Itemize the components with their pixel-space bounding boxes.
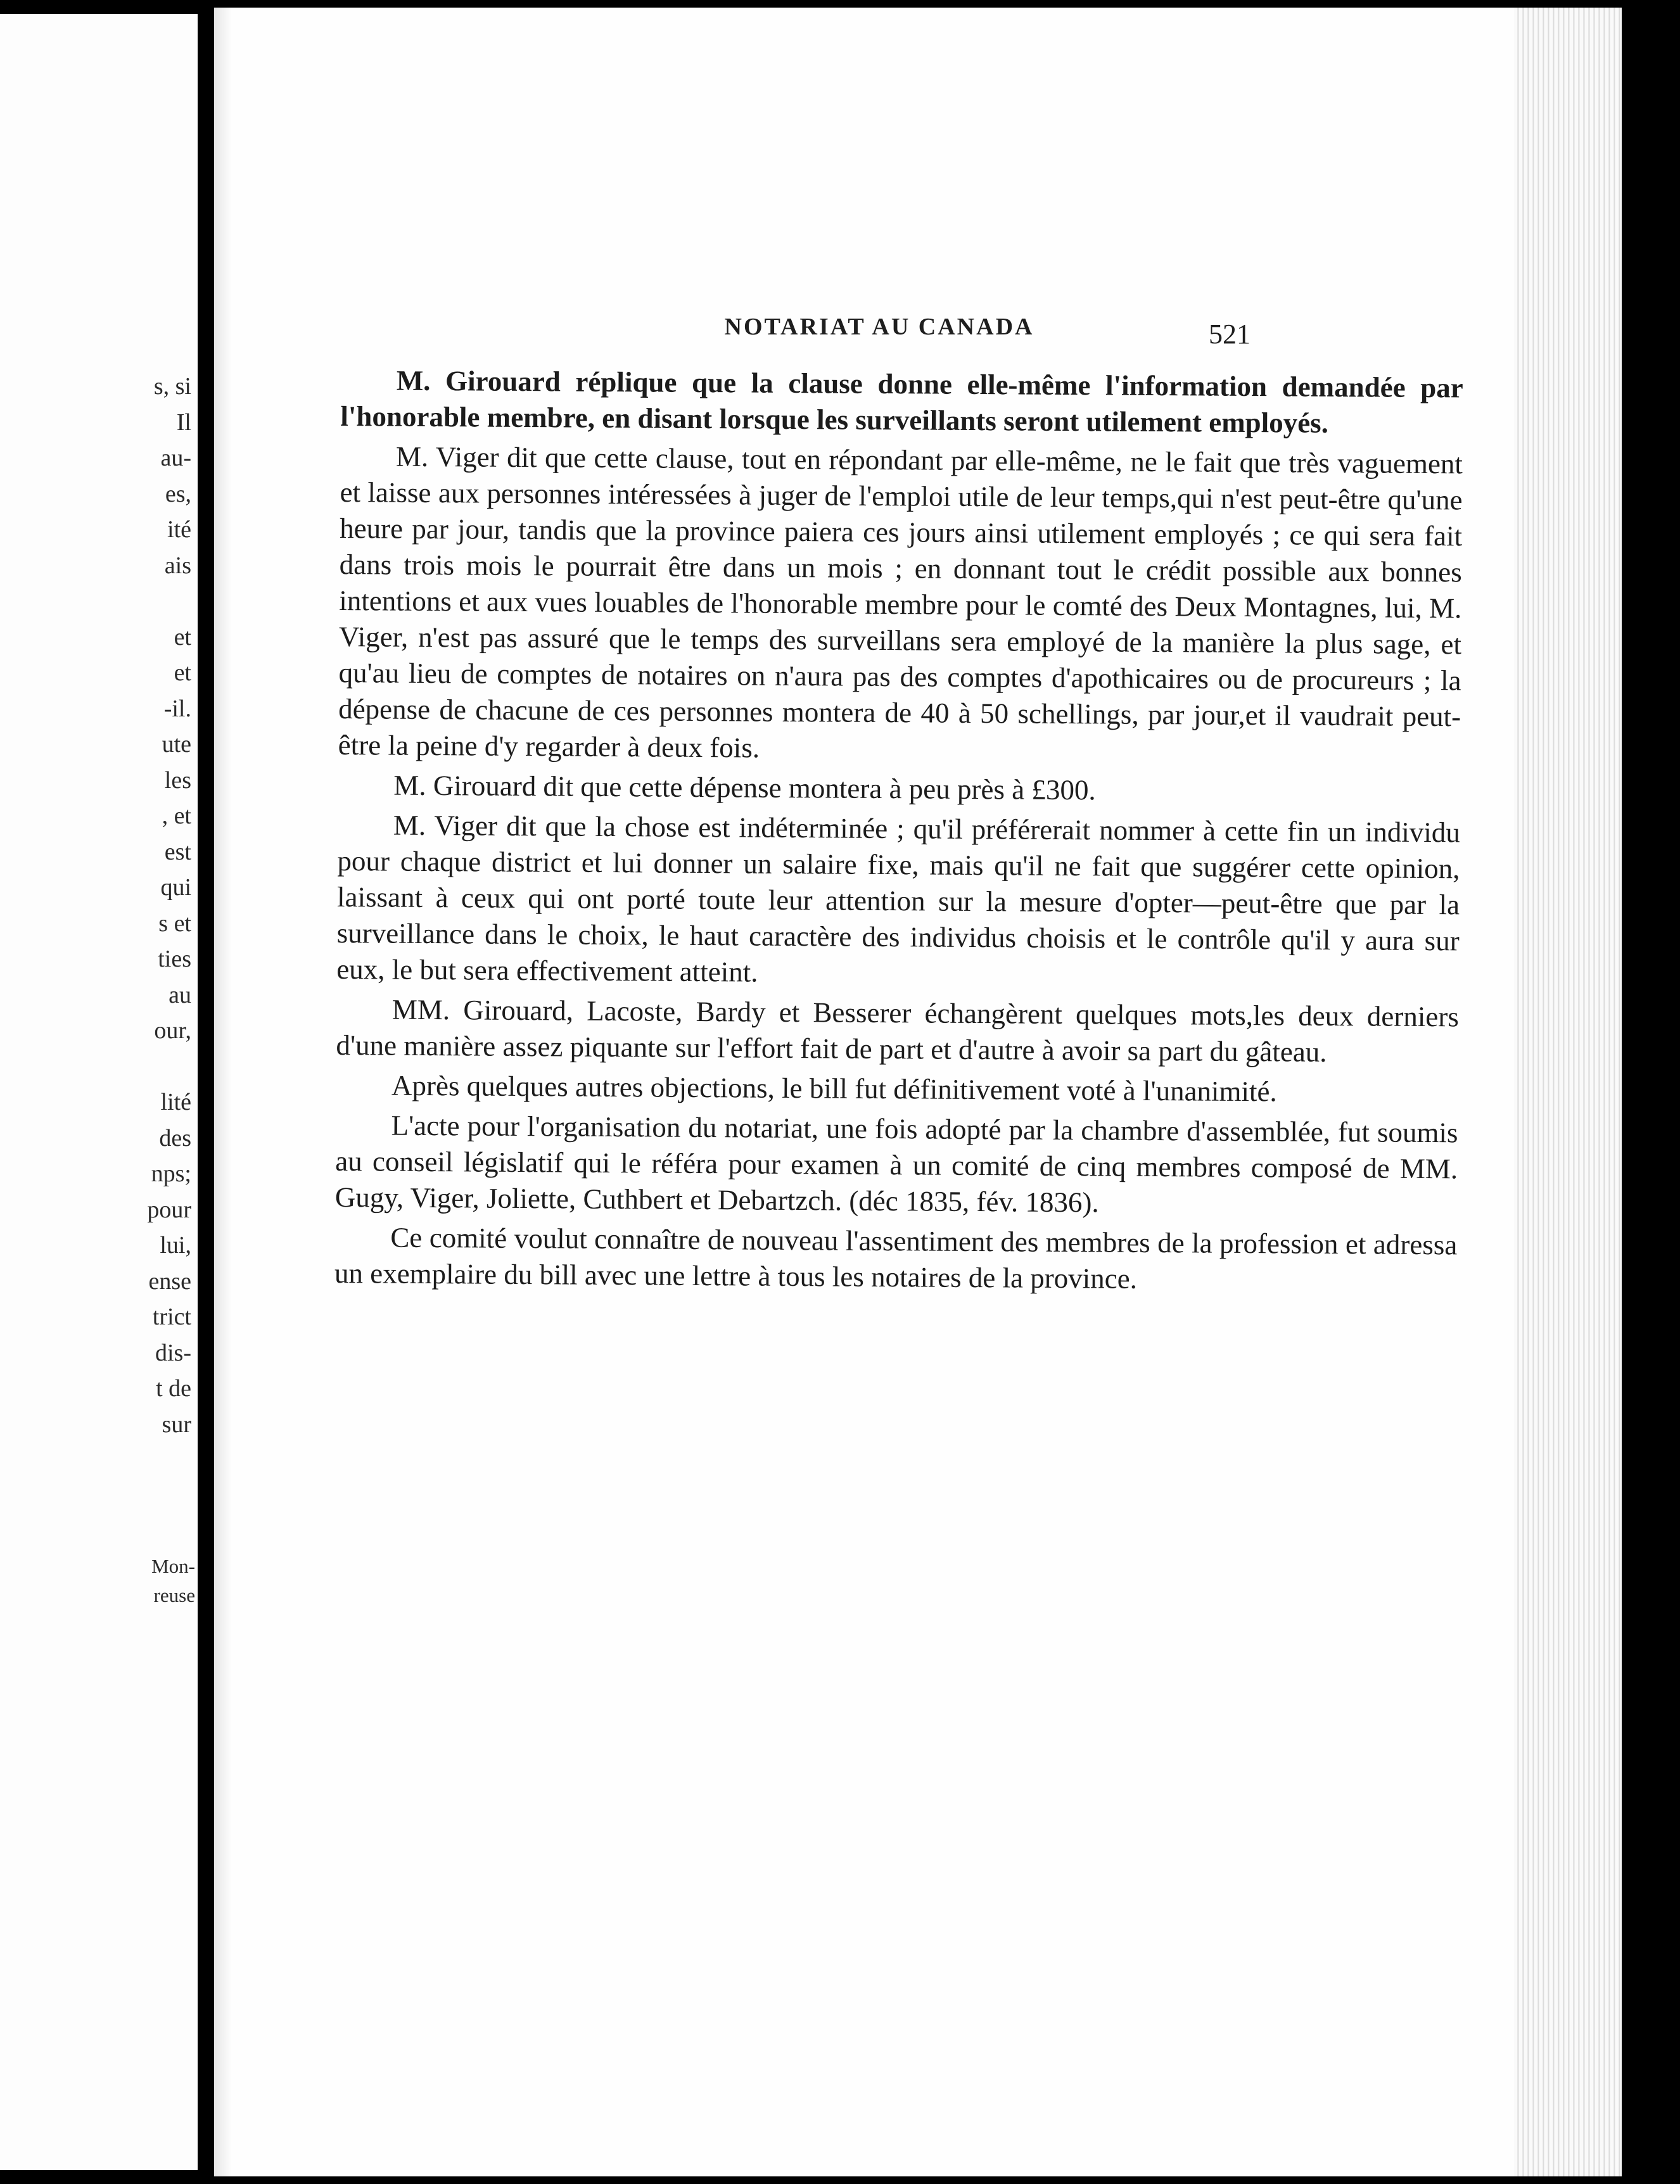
spine-shadow [214,8,232,2176]
left-fragment: lité [160,1089,191,1115]
left-fragment: ense [148,1267,191,1295]
left-fragment: lui, [160,1232,191,1259]
left-fragment: t de [156,1375,191,1402]
left-fragment [8,1049,191,1085]
left-fragment: qui [160,874,191,901]
left-fragment: les [164,766,191,794]
left-page-footnote-fragments [11,1552,195,1610]
left-fragment: nps; [151,1160,191,1187]
page-edges [1514,8,1622,2176]
left-page-text-fragments [8,369,191,1442]
paragraph: M. Viger dit que cette clause, tout en répondant par elle-même, ne le fait que très vaguement et laisse aux personnes intéressées à juger de l'emploi utile de leur temps,qui n'est peut-être qu'une heure par jour, tandis que la province paiera ces jours ainsi utilement employés ; ce qui sera fait dans trois mois le pourrait être dans un mois ; en donnant tout le crédit possible aux bonnes intentions et aux vues louables de l'honorable membre pour le comté des Deux Montagnes, lui, M. Viger, n'est pas assuré que le temps des surveillans sera employé de la manière la plus sage, et qu'au lieu de comptes de notaires on n'aura pas des comptes d'apothicaires ou de procureurs ; la dépense de chacune de ces personnes montera de 40 à 50 schellings, par jour,et il vaudrait peut-être la peine d'y regarder à deux fois. [338,440,1463,764]
paragraph: Après quelques autres objections, le bill fut définitivement voté à l'unanimité. [391,1069,1277,1108]
left-fragment: s et [158,910,191,937]
left-fragment: -il. [163,695,191,722]
left-fragment: s, si [153,373,191,400]
left-fragment: our, [154,1017,191,1044]
left-fragment: ties [158,946,191,972]
left-fragment: , et [162,803,191,829]
left-fragment: ute [162,731,191,758]
paragraph: M. Girouard dit que cette dépense montera à peu près à £300. [393,769,1096,806]
left-facing-page [0,14,198,2170]
paragraph: M. Viger dit que la chose est indéterminée ; qu'il préférerait nommer à cette fin un individu pour chaque district et lui donner un salaire fixe, mais qu'il ne fait que suggérer cette opinion, laissant à ceux qui ont porté toute leur attention sur la mesure d'opter—peut-être que par la surveillance dans le choix, le haut caractère des individus choisis et le contrôle qu'il y aura sur eux, le but sera effectivement atteint. [336,809,1461,988]
left-fragment: Il [176,409,191,436]
left-fragment: ais [164,552,191,579]
paragraph: Ce comité voulut connaître de nouveau l'assentiment des membres de la profession et adressa un exemplaire du bill avec une lettre à tous les notaires de la province. [334,1221,1458,1295]
left-fragment: des [159,1124,191,1152]
left-fragment: dis- [155,1339,191,1366]
left-fragment: es, [165,480,191,507]
left-fragment: trict [152,1304,191,1330]
main-page [214,8,1622,2176]
left-fragment: sur [162,1411,191,1438]
left-footnote-fragment: reuse [153,1584,195,1606]
page-number: 521 [1209,319,1250,350]
left-fragment: et [174,659,191,686]
left-fragment: au [169,981,191,1008]
running-header: NOTARIAT AU CANADA [724,314,1034,340]
body-text [334,362,1463,1303]
paragraph: M. Girouard réplique que la clause donne elle-même l'information demandée par l'honorable membre, en disant lorsque les surveillants seront utilement employés. [340,364,1463,439]
left-fragment: au- [160,445,191,471]
left-fragment: ité [167,516,191,543]
left-footnote-fragment: Mon- [151,1555,195,1577]
left-fragment: est [164,838,191,865]
paragraph: MM. Girouard, Lacoste, Bardy et Besserer échangèrent quelques mots,les deux derniers d'une manière assez piquante sur l'effort fait de part et d'autre à avoir sa part du gâteau. [336,993,1460,1068]
paragraph: L'acte pour l'organisation du notariat, une fois adopté par la chambre d'assemblée, fut soumis au conseil législatif qui le référa pour examen à un comité de cinq membres composé de MM. Gugy, Viger, Joliette, Cuthbert et Debartzch. (déc 1835, fév. 1836). [334,1109,1458,1219]
left-fragment: pour [147,1196,191,1223]
left-fragment: et [174,623,191,651]
left-fragment [8,583,191,619]
